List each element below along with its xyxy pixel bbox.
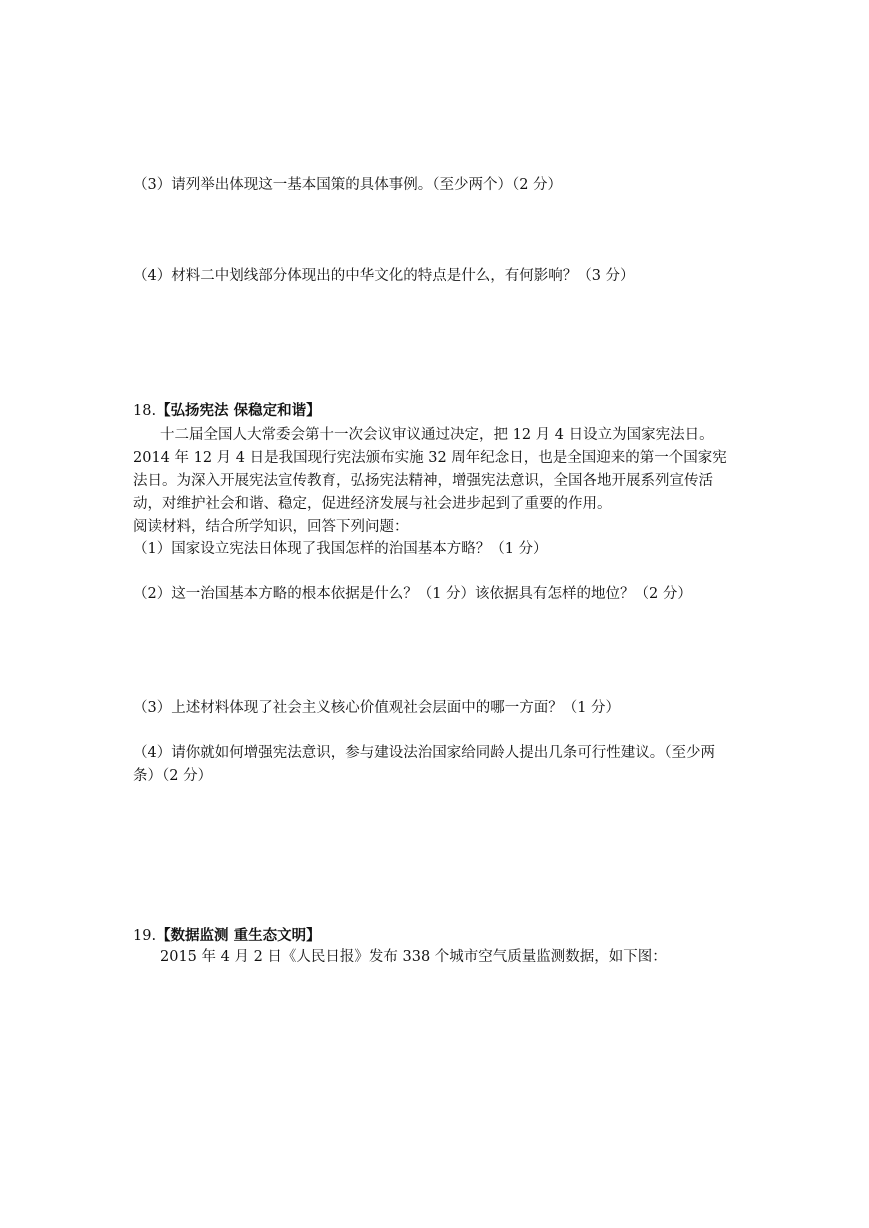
q17-sub4: （4）材料二中划线部分体现出的中华文化的特点是什么，有何影响？（3 分） (133, 268, 635, 284)
q18-sub4-line-2: 条）（2 分） (133, 768, 213, 784)
q18-para-line-3: 法日。为深入开展宪法宣传教育，弘扬宪法精神，增强宪法意识，全国各地开展系列宣传活 (133, 473, 713, 489)
q19-title: 【数据监测 重生态文明】 (156, 927, 321, 944)
q19-para: 2015 年 4 月 2 日《人民日报》发布 338 个城市空气质量监测数据，如下图： (160, 949, 667, 965)
q18-sub1: （1）国家设立宪法日体现了我国怎样的治国基本方略？（1 分） (133, 541, 548, 557)
q19-heading (133, 925, 321, 947)
q19-number: 19. (133, 928, 157, 944)
q18-sub4-line-1: （4）请你就如何增强宪法意识，参与建设法治国家给同龄人提出几条可行性建议。（至少两 (133, 745, 715, 761)
q18-instruction: 阅读材料，结合所学知识，回答下列问题： (133, 519, 409, 535)
q17-sub3: （3）请列举出体现这一基本国策的具体事例。（至少两个）（2 分） (133, 177, 563, 193)
q18-para-line-2: 2014 年 12 月 4 日是我国现行宪法颁布实施 32 周年纪念日，也是全国迎来的第一个国家宪 (133, 450, 727, 466)
q18-para-line-4: 动，对维护社会和谐、稳定，促进经济发展与社会进步起到了重要的作用。 (133, 496, 612, 512)
q18-sub2: （2）这一治国基本方略的根本依据是什么？（1 分）该依据具有怎样的地位？（2 分） (133, 586, 692, 602)
q18-title: 【弘扬宪法 保稳定和谐】 (156, 402, 321, 419)
q18-number: 18. (133, 403, 157, 419)
q18-heading (133, 400, 321, 422)
q18-para-line-1: 十二届全国人大常委会第十一次会议审议通过决定，把 12 月 4 日设立为国家宪法日。 (160, 427, 714, 443)
q18-sub3: （3）上述材料体现了社会主义核心价值观社会层面中的哪一方面？（1 分） (133, 700, 621, 716)
